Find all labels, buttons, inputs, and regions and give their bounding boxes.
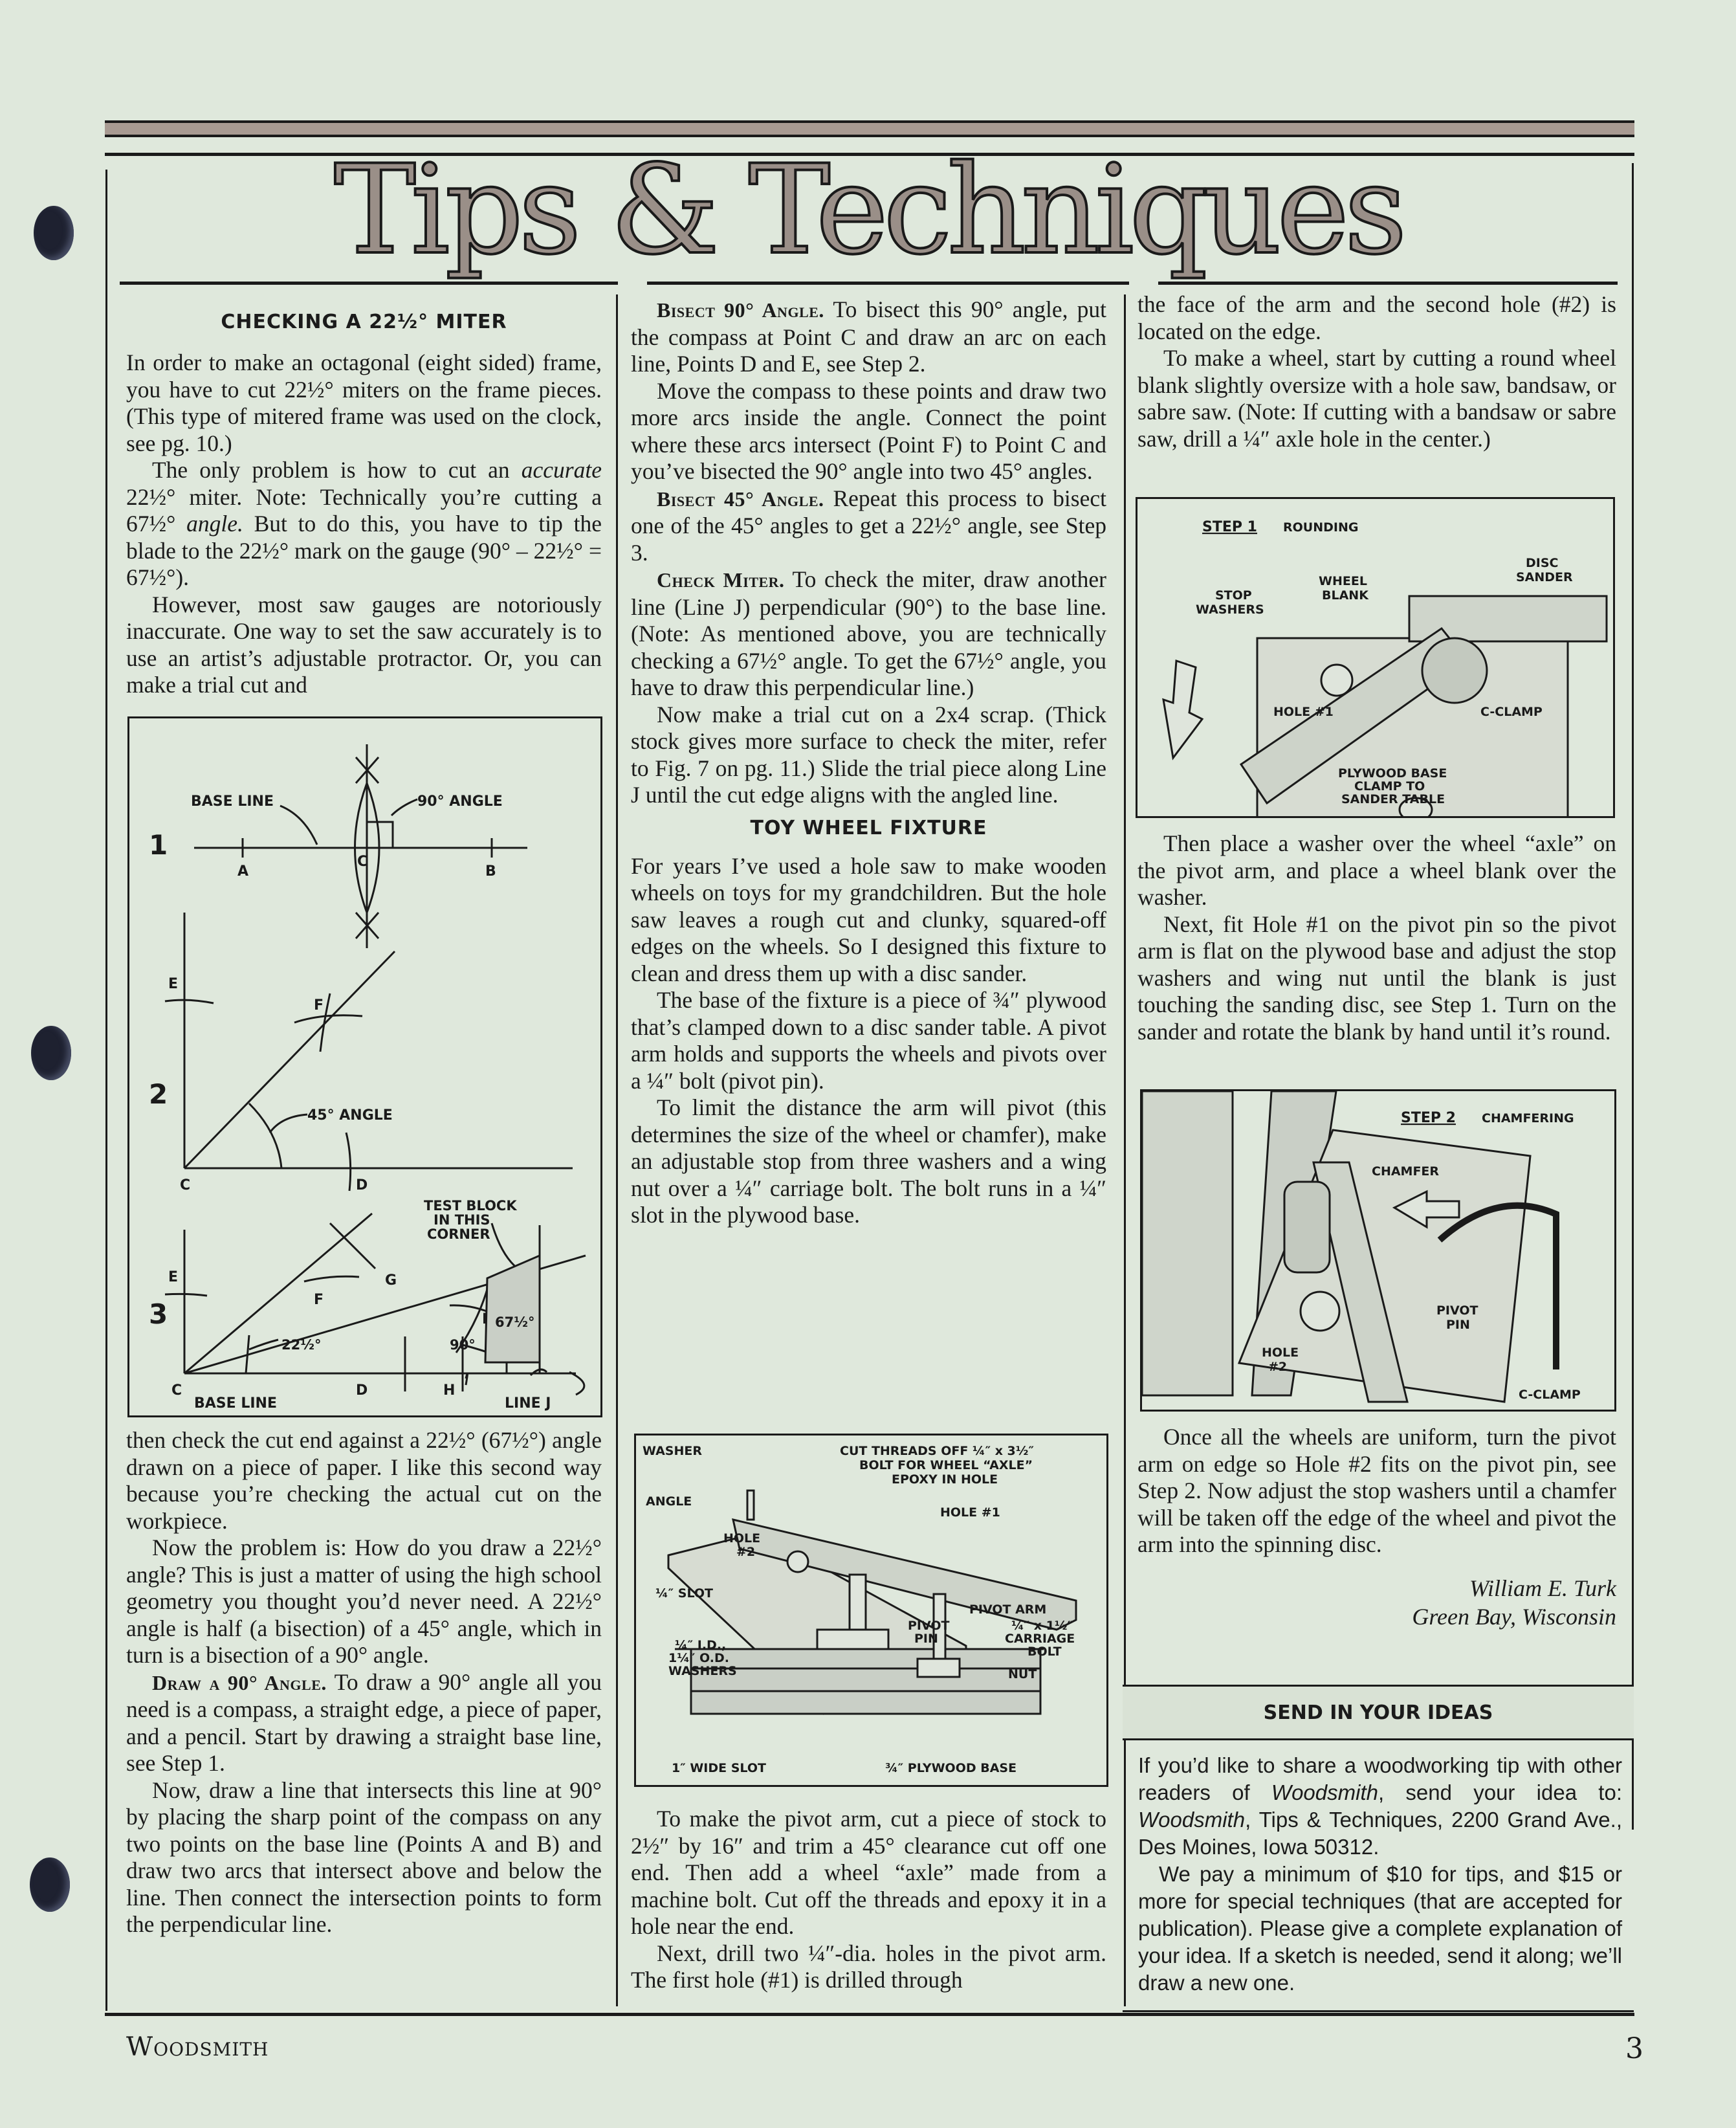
svg-text:BLANK: BLANK — [1322, 588, 1368, 603]
column-1-top — [126, 309, 602, 699]
svg-text:C: C — [171, 1382, 182, 1399]
send-ideas-paragraph: We pay a minimum of $10 for tips, and $15 or more for special techniques (that are accepted for publication). Please give a complete explanation of your idea. If a sketch is needed, send it along; we’ll draw a new one. — [1138, 1862, 1622, 1995]
svg-text:#2: #2 — [736, 1545, 756, 1559]
svg-text:WHEEL: WHEEL — [1319, 574, 1367, 588]
step2-chamfering-diagram — [1140, 1089, 1616, 1412]
paragraph: The only problem is how to cut an accurate 22½° miter. Note: Technically you’re cutting a 67½° angle. But to do this, you have to tip the blade to the 22½° mark on the gauge (90° – 22½° = 67½°). — [126, 457, 602, 590]
column-3-middle — [1137, 830, 1616, 1045]
svg-text:CARRIAGE: CARRIAGE — [1005, 1632, 1075, 1646]
svg-text:90° ANGLE: 90° ANGLE — [417, 793, 503, 810]
svg-text:¼″ I.D.,: ¼″ I.D., — [675, 1638, 727, 1652]
svg-text:EPOXY IN HOLE: EPOXY IN HOLE — [892, 1472, 998, 1487]
header-color-bar — [105, 120, 1634, 137]
svg-text:TEST BLOCK: TEST BLOCK — [424, 1198, 517, 1214]
paragraph: Next, fit Hole #1 on the pivot pin so the pivot arm is flat on the plywood base and adjust the stop washers and wing nut until the blank is just touching the sanding disc, see Step 1. Turn on the sander and rotate the blank by hand until it’s round. — [1137, 911, 1616, 1045]
svg-text:C: C — [180, 1177, 191, 1193]
svg-text:¼″ x 1½″: ¼″ x 1½″ — [1011, 1619, 1073, 1633]
section-heading-miter: CHECKING A 22½° MITER — [221, 311, 507, 333]
svg-text:HOLE: HOLE — [723, 1531, 761, 1546]
svg-text:CHAMFER: CHAMFER — [1372, 1164, 1440, 1179]
paragraph: For years I’ve used a hole saw to make wooden wheels on toys for my grandchildren. But the hole saw leaves a rough cut and clunky, squared-off edges on the wheels. So I designed this fixture to clean and dress them up with a disc sander. — [631, 852, 1106, 986]
svg-text:WASHERS: WASHERS — [1196, 603, 1264, 617]
column-3-top — [1137, 291, 1616, 452]
step2-svg — [1142, 1091, 1614, 1410]
svg-text:PIVOT: PIVOT — [1436, 1303, 1478, 1318]
binder-hole-bottom — [30, 1857, 70, 1912]
svg-text:22½°: 22½° — [281, 1337, 322, 1353]
svg-text:3: 3 — [149, 1298, 168, 1330]
send-ideas-heading: SEND IN YOUR IDEAS — [1123, 1687, 1634, 1740]
svg-text:C: C — [357, 854, 368, 870]
title-rule-left — [120, 282, 618, 285]
svg-text:ANGLE: ANGLE — [646, 1494, 692, 1509]
paragraph: Draw a 90° Angle. To draw a 90° angle all you need is a compass, a straight edge, a piece of paper, and a pencil. Start by drawing a straight base line, see Step 1. — [126, 1668, 602, 1776]
svg-text:PIN: PIN — [914, 1632, 938, 1646]
step1-rounding-diagram — [1136, 497, 1615, 818]
paragraph: Now the problem is: How do you draw a 22½° angle? This is just a matter of using the high school geometry you thought you’d never need. A 22½° angle is half (a bisection) of a 45° angle, which in turn is a bisection of a 90° angle. — [126, 1535, 602, 1668]
fixture-diagram — [634, 1434, 1108, 1787]
geometry-diagram — [127, 716, 602, 1417]
svg-text:HOLE #1: HOLE #1 — [940, 1505, 1000, 1520]
paragraph: the face of the arm and the second hole (#2) is located on the edge. — [1137, 291, 1616, 344]
column-divider-1 — [616, 294, 618, 2006]
svg-text:BASE LINE: BASE LINE — [194, 1395, 277, 1412]
publication-name: Woodsmith — [126, 2032, 269, 2062]
paragraph: To make the pivot arm, cut a piece of stock to 2½″ by 16″ and trim a 45° clearance cut off one end. Then add a wheel “axle” made from a machine bolt. Cut off the threads and epoxy it in a hole near the end. — [631, 1806, 1106, 1939]
svg-text:HOLE #1: HOLE #1 — [1273, 705, 1334, 719]
paragraph: Now, draw a line that intersects this line at 90° by placing the sharp point of the compass on any two points on the base line (Points A and B) and draw two arcs that intersect above and below the line. Then connect the intersection points to form the perpendicular line. — [126, 1777, 602, 1937]
svg-text:PIVOT: PIVOT — [908, 1619, 950, 1633]
fixture-diagram-svg — [636, 1435, 1106, 1785]
paragraph: Now make a trial cut on a 2x4 scrap. (Thick stock gives more surface to check the miter, refer to Fig. 7 on pg. 11.) Slide the trial piece along Line J until the cut edge aligns with the angled line. — [631, 701, 1106, 808]
svg-text:PLYWOOD BASE: PLYWOOD BASE — [1338, 766, 1447, 781]
paragraph: The base of the fixture is a piece of ¾″ plywood that’s clamped down to a disc sander table. A pivot arm holds and supports the wheels and pivots over a ¼″ bolt (pivot pin). — [631, 987, 1106, 1094]
svg-text:D: D — [356, 1382, 368, 1399]
svg-text:NUT: NUT — [1008, 1667, 1037, 1681]
svg-text:B: B — [485, 863, 496, 880]
svg-text:CLAMP TO: CLAMP TO — [1354, 779, 1425, 793]
column-2-top — [631, 296, 1106, 1229]
svg-text:STEP 2: STEP 2 — [1401, 1110, 1456, 1126]
svg-text:¾″ PLYWOOD BASE: ¾″ PLYWOOD BASE — [885, 1761, 1017, 1775]
svg-text:HOLE: HOLE — [1262, 1346, 1299, 1360]
svg-text:SANDER TABLE: SANDER TABLE — [1341, 792, 1445, 806]
footer-rule — [105, 2013, 1634, 2016]
svg-text:IN THIS: IN THIS — [434, 1212, 490, 1228]
paragraph: In order to make an octagonal (eight sided) frame, you have to cut 22½° miters on the frame pieces. (This type of mitered frame was used on the clock, see pg. 10.) — [126, 349, 602, 456]
svg-text:CORNER: CORNER — [427, 1226, 490, 1242]
column-3-bottom — [1137, 1424, 1616, 1631]
svg-text:WASHER: WASHER — [643, 1444, 703, 1458]
step1-svg — [1137, 499, 1613, 816]
paragraph: However, most saw gauges are notoriously inaccurate. One way to set the saw accurately is to use an artist’s adjustable protractor. Or, you can make a trial cut and — [126, 591, 602, 698]
paragraph: To make a wheel, start by cutting a round wheel blank slightly oversize with a hole saw, bandsaw, or sabre saw. (Note: If cutting with a bandsaw or sabre saw, drill a ¼″ axle hole in the center.) — [1137, 345, 1616, 452]
paragraph: Check Miter. To check the miter, draw another line (Line J) perpendicular (90°) to the base line. (Note: As mentioned above, you are technically checking a 67½° angle. To get the 67½° angle, you have to draw this perpendicular line.) — [631, 566, 1106, 700]
svg-text:1″ WIDE SLOT: 1″ WIDE SLOT — [672, 1761, 766, 1775]
svg-text:STEP 1: STEP 1 — [1202, 519, 1257, 535]
column-2-bottom — [631, 1806, 1106, 1994]
svg-text:D: D — [356, 1177, 368, 1193]
svg-text:CUT THREADS OFF ¼″ x 3½″: CUT THREADS OFF ¼″ x 3½″ — [840, 1444, 1034, 1458]
geometry-diagram-svg — [129, 718, 600, 1415]
svg-text:PIN: PIN — [1446, 1318, 1470, 1332]
svg-text:CHAMFERING: CHAMFERING — [1482, 1111, 1574, 1125]
paragraph: Then place a washer over the wheel “axle” on the pivot arm, and place a wheel blank over the washer. — [1137, 830, 1616, 910]
svg-text:G: G — [385, 1272, 397, 1289]
svg-text:I: I — [482, 1311, 488, 1327]
svg-text:E: E — [168, 976, 179, 992]
svg-text:E: E — [168, 1269, 179, 1285]
send-ideas-body — [1123, 1740, 1634, 1997]
svg-text:BASE LINE: BASE LINE — [191, 793, 274, 810]
svg-text:STOP: STOP — [1215, 588, 1252, 603]
svg-text:#2: #2 — [1268, 1360, 1288, 1374]
page-frame-left — [105, 170, 107, 2011]
column-1-bottom — [126, 1427, 602, 1938]
paragraph: Bisect 90° Angle. To bisect this 90° angle, put the compass at Point C and draw an arc on each line, Points D and E, see Step 2. — [631, 296, 1106, 377]
svg-text:67½°: 67½° — [495, 1314, 535, 1330]
paragraph: then check the cut end against a 22½° (67½°) angle drawn on a piece of paper. I like this second way because you’re checking the actual cut on the workpiece. — [126, 1427, 602, 1534]
svg-text:BOLT FOR WHEEL “AXLE”: BOLT FOR WHEEL “AXLE” — [859, 1458, 1033, 1472]
svg-text:¼″ SLOT: ¼″ SLOT — [655, 1586, 713, 1601]
svg-text:1¼″ O.D.: 1¼″ O.D. — [668, 1651, 729, 1665]
paragraph: Next, drill two ¼″-dia. holes in the pivot arm. The first hole (#1) is drilled through — [631, 1940, 1106, 1993]
svg-text:1: 1 — [149, 829, 168, 861]
binder-hole-middle — [31, 1026, 71, 1080]
svg-text:DISC: DISC — [1526, 556, 1559, 570]
author-location: Green Bay, Wisconsin — [1412, 1603, 1616, 1630]
svg-text:2: 2 — [149, 1078, 168, 1110]
title-rule-mid — [647, 282, 1129, 285]
svg-text:A: A — [237, 863, 249, 880]
svg-text:LINE J: LINE J — [505, 1395, 551, 1412]
svg-text:PIVOT ARM: PIVOT ARM — [969, 1602, 1047, 1617]
page-title: Tips & Techniques — [334, 139, 1402, 282]
svg-text:WASHERS: WASHERS — [668, 1664, 737, 1678]
svg-text:C-CLAMP: C-CLAMP — [1519, 1388, 1581, 1402]
svg-text:90°: 90° — [450, 1337, 476, 1353]
svg-text:ROUNDING: ROUNDING — [1283, 520, 1359, 535]
title-rule-right — [1158, 282, 1618, 285]
paragraph: To limit the distance the arm will pivot (this determines the size of the wheel or chamfer), make an adjustable stop from three washers and a wing nut over a ¼″ carriage bolt. The bolt runs in a ¼″ slot in the plywood base. — [631, 1094, 1106, 1228]
svg-text:C-CLAMP: C-CLAMP — [1480, 705, 1543, 719]
send-ideas-paragraph: If you’d like to share a woodworking tip with other readers of Woodsmith, send your idea to: Woodsmith, Tips & Techniques, 2200 Grand Ave., Des Moines, Iowa 50312. — [1138, 1753, 1622, 1859]
paragraph: Bisect 45° Angle. Repeat this process to bisect one of the 45° angles to get a 22½° angle, see Step 3. — [631, 485, 1106, 566]
send-ideas-box — [1123, 1685, 1634, 2012]
author-name: William E. Turk — [1469, 1575, 1616, 1601]
page-frame-right — [1632, 163, 1634, 1830]
svg-text:BOLT: BOLT — [1027, 1645, 1062, 1659]
svg-text:F: F — [314, 1292, 324, 1308]
svg-text:F: F — [314, 997, 324, 1014]
section-heading-toy-wheel: TOY WHEEL FIXTURE — [750, 816, 987, 839]
page-number: 3 — [1625, 2032, 1643, 2065]
svg-text:SANDER: SANDER — [1516, 570, 1573, 584]
paragraph: Move the compass to these points and draw two more arcs inside the angle. Connect the point where these arcs intersect (Point F) to Point C and you’ve bisected the 90° angle into two 45° angles. — [631, 377, 1106, 484]
svg-text:45° ANGLE: 45° ANGLE — [307, 1107, 393, 1124]
paragraph: Once all the wheels are uniform, turn the pivot arm on edge so Hole #2 fits on the pivot pin, see Step 2. Now adjust the stop washers until a chamfer will be taken off the edge of the wheel and pivot the arm into the spinning disc. — [1137, 1424, 1616, 1557]
svg-text:H: H — [443, 1382, 456, 1399]
